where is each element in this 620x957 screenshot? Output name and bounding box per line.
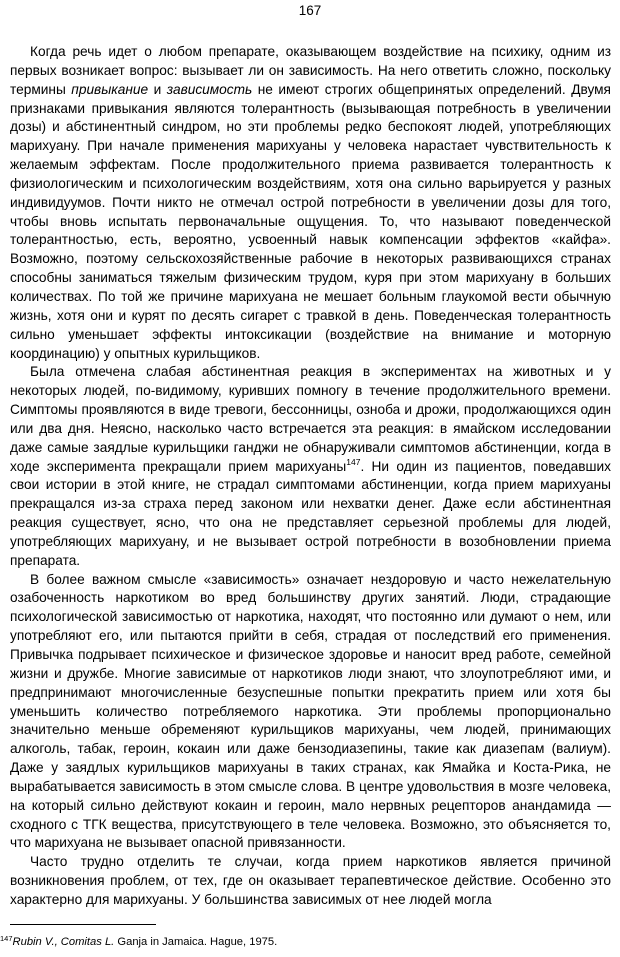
footnote-separator — [10, 924, 156, 925]
paragraph — [10, 43, 611, 363]
footnote-number: 147 — [0, 934, 13, 943]
page-number: 167 — [298, 3, 322, 18]
body-text — [10, 43, 611, 910]
text-run: Была отмечена слабая абстинентная реакция в экспериментах на животных и у некоторых людей, по-видимому, куривших помногу в течение продолжительного времени. Симптомы проявляются в виде тревоги, бессонницы, озноба и дрожи, продолжающихся один или два дня. Неясно, насколько часто встречается эта реакция: в ямайском исследовании даже самые заядлые курильщики ганджи не обнаруживали симптомов абстиненции, когда в ходе эксперимента прекращали прием марихуаны — [10, 364, 611, 474]
footnote — [0, 935, 612, 949]
paragraph — [10, 363, 611, 570]
text-run: В более важном смысле «зависимость» означает нездоровую и часто нежелательную озабоченность наркотиком во вред большинству других занятий. Люди, страдающие психологической зависимостью от наркотика, находят, что постоянно или думают о нем, или употребляют его, или пытаются прийти в себя, страдая от последствий его применения. Привычка подрывает психическое и физическое здоровье и наносит вред работе, семейной жизни и дружбе. Многие зависимые от наркотиков люди знают, что злоупотребляют ими, и предпринимают многочисленные безуспешные попытки прекратить прием или хотя бы уменьшить количество потребляемого наркотика. Эти проблемы пропорционально значительно меньше обременяют курильщиков марихуаны, чем людей, принимающих алкоголь, табак, героин, кокаин или даже бензодиазепины, такие как диазепам (валиум). Даже у заядлых курильщиков марихуаны в таких странах, как Ямайка и Коста-Рика, не вырабатывается зависимость в этом смысле слова. В центре удовольствия в мозге человека, на который сильно действуют кокаин и героин, мало нервных рецепторов анандамида — сходного с ТГК вещества, присутствующего в теле человека. Возможно, это объясняется то, что марихуана не вызывает опасной привязанности. — [10, 571, 611, 851]
footnote-title: Ganja in Jamaica. Hague, 1975. — [114, 936, 278, 948]
text-run: Когда речь идет о любом препарате, оказывающем воздействие на психику, одним из первых возникает вопрос: вызывает ли он зависимость. На него ответить сложно, поскольку термины — [10, 44, 611, 97]
footnote-authors: Rubin V., Comitas L. — [12, 936, 115, 948]
text-run: и — [148, 81, 167, 97]
footnote-reference: 147 — [346, 456, 361, 467]
text-run: . Ни один из пациентов, поведавших свои истории в этой книге, не страдал симптомами абстиненции, когда прием марихуаны прекращался из-за страха перед законом или нехватки денег. Даже если абстинентная реакция существует, ясно, что она не представляет серьезной проблемы для людей, употребляющих марихуану, и не вызывает острой потребности в возобновлении приема препарата. — [10, 458, 611, 568]
paragraph — [10, 853, 611, 910]
paragraph — [10, 571, 611, 854]
text-run: Часто трудно отделить те случаи, когда прием наркотиков является причиной возникновения проблем, от тех, где он оказывает терапевтическое действие. Особенно это характерно для марихуаны. У большинства зависимых от нее людей могла — [10, 854, 611, 907]
italic-term: привыкание — [71, 81, 149, 97]
italic-term: зависимость — [166, 81, 253, 97]
text-run: не имеют строгих общепринятых определений. Двумя признаками привыкания являются толерантность (вызывающая потребность в увеличении дозы) и абстинентный синдром, но эти проблемы редко беспокоят людей, употребляющих марихуану. При начале применения марихуаны у человека нарастает чувствительность к желаемым эффектам. После продолжительного приема развивается толерантность к физиологическим и психологическим воздействиям, хотя она сильно варьируется у разных индивидуумов. Почти никто не отмечал острой потребности в увеличении дозы для того, чтобы вновь испытать первоначальные ощущения. То, что называют поведенческой толерантностью, есть, вероятно, усвоенный навык компенсации эффектов «кайфа». Возможно, поэтому сельскохозяйственные рабочие в некоторых развивающихся странах способны заниматься тяжелым физическим трудом, куря при этом марихуану в больших количествах. По той же причине марихуана не мешает больным глаукомой вести обычную жизнь, хотя они и курят по десять сигарет с травкой в день. Поведенческая толерантность сильно уменьшает эффекты интоксикации (воздействие на внимание и моторную координацию) у опытных курильщиков. — [10, 81, 611, 361]
